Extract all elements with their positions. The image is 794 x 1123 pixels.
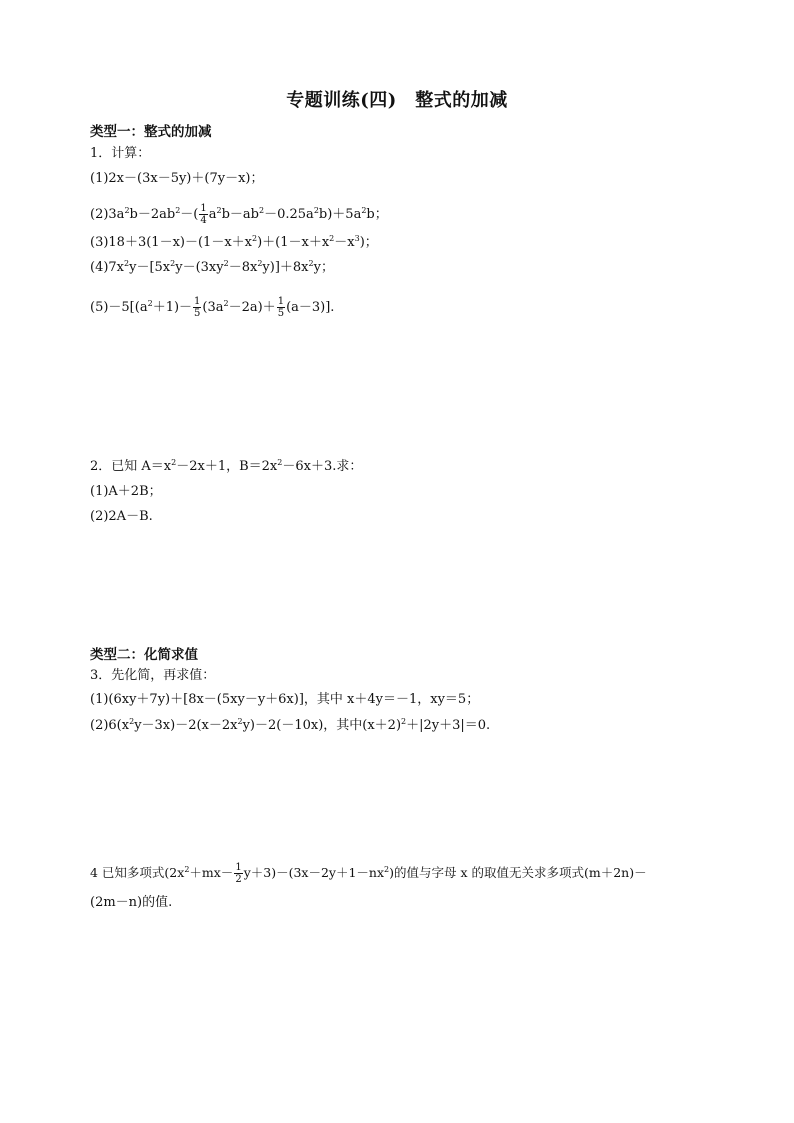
q4-stem-line2: (2m－n)的值. bbox=[90, 895, 173, 910]
fraction-one-fifth-2: $\frac{1}{5}$ bbox=[277, 296, 285, 319]
q2-part1: (1)A＋2B； bbox=[90, 484, 162, 499]
q1-part1: (1)2x－(3x－5y)＋(7y－x)； bbox=[90, 171, 264, 186]
q4-stem: 4 已知多项式($2x^2+mx-$ $\frac{1}{2}$ $y+3)-(3x-2y+1-nx^2)$的值与字母 x 的取值无关求多项式(m＋2n)－ bbox=[90, 862, 647, 885]
q3-stem: 3．先化简，再求值： bbox=[90, 668, 216, 683]
q1-part2: $(2)3a^2b-2ab^2-$( $\frac{1}{4}$ $a^2b-ab^2-0.25a^2b)+5a^2b$； bbox=[90, 203, 388, 226]
q1-part4: $(4)7x^2y-[5x^2y-(3xy^2-8x^2y)]+8x^2y$； bbox=[90, 259, 334, 275]
q1-part3: $(3)18+3(1-x)-(1-x+x^2)+(1-x+x^2-x^3)$； bbox=[90, 234, 378, 250]
fraction-one-fifth: $\frac{1}{5}$ bbox=[194, 296, 201, 319]
fraction-one-quarter: $\frac{1}{4}$ bbox=[200, 203, 207, 226]
fraction-one-half: $\frac{1}{2}$ bbox=[235, 862, 242, 885]
section-heading-1: 类型一：整式的加减 bbox=[90, 124, 212, 140]
q1-part5: $(5)-5[(a^2+1)-$ $\frac{1}{5}$ $(3a^2-2a)+$ $\frac{1}{5}$ (a－3)]. bbox=[90, 296, 335, 319]
q1-stem: 1．计算： bbox=[90, 146, 151, 161]
q3-part1: (1)(6xy＋7y)＋[8x－(5xy－y＋6x)]，其中 x＋4y＝－1，xy＝5； bbox=[90, 692, 480, 707]
q2-stem: 2．已知 $A=x^2-2x+1$，$B=2x^2-6x+3$.求： bbox=[90, 458, 363, 474]
q2-part2: (2)2A－B. bbox=[90, 509, 153, 524]
page-title: 专题训练(四) 整式的加减 bbox=[286, 90, 508, 111]
q3-part2: $(2)6(x^2y-3x)-2(x-2x^2y)-2(-10x)$，其中$(x+2)^2+|2y+3|=0$. bbox=[90, 717, 491, 733]
section-heading-2: 类型二：化简求值 bbox=[90, 647, 198, 663]
